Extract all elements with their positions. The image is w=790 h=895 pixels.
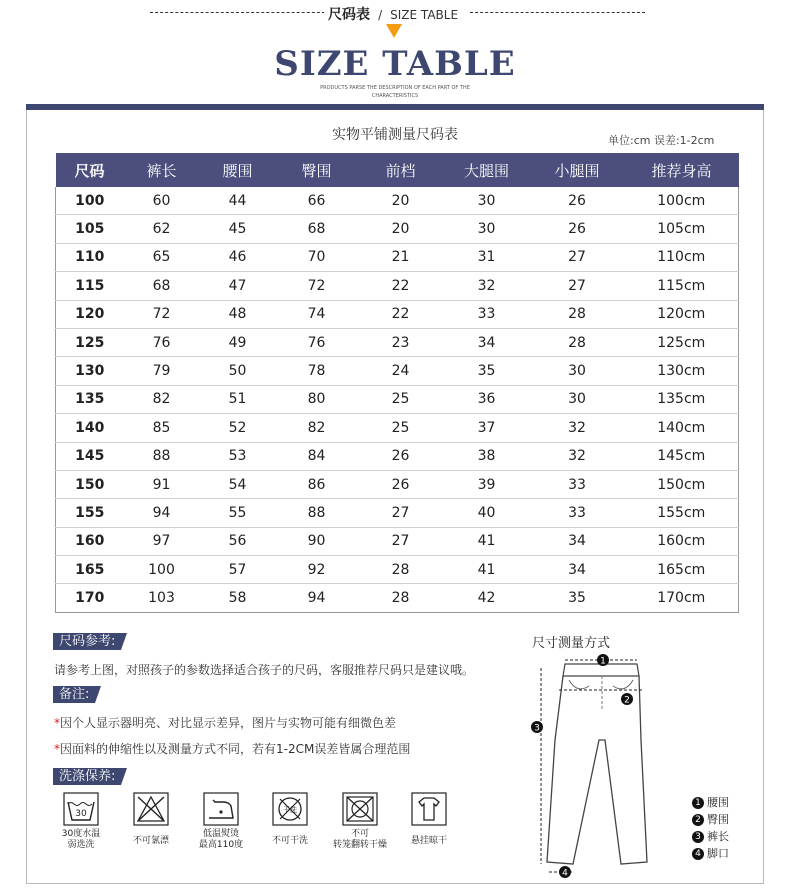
measurement-cell: 26 xyxy=(358,470,444,498)
measurement-cell: 26 xyxy=(530,215,625,243)
measurement-cell: 90 xyxy=(276,527,358,555)
measurement-cell: 66 xyxy=(276,187,358,215)
subtitle-line-1: PRODUCTS PARSE THE DESCRIPTION OF EACH PART OF THE xyxy=(320,85,470,91)
measurement-cell: 35 xyxy=(530,584,625,612)
marker-3: 3 xyxy=(534,723,540,734)
measurement-cell: 86 xyxy=(276,470,358,498)
remark-2-text: 因面料的伸缩性以及测量方式不同，若有1-2CM误差皆属合理范围 xyxy=(60,742,411,756)
measurement-cell: 44 xyxy=(200,187,276,215)
measurement-cell: 33 xyxy=(444,300,530,328)
remark-1 xyxy=(54,714,396,731)
measurement-cell: 27 xyxy=(358,499,444,527)
size-cell: 130 xyxy=(56,357,124,385)
measurement-cell: 27 xyxy=(530,243,625,271)
measurement-cell: 100cm xyxy=(625,187,739,215)
table-row xyxy=(56,272,739,300)
measurement-cell: 55 xyxy=(200,499,276,527)
measurement-cell: 84 xyxy=(276,442,358,470)
column-header: 尺码 xyxy=(56,153,124,187)
measurement-cell: 72 xyxy=(124,300,200,328)
measurement-cell: 65 xyxy=(124,243,200,271)
star-mark: * xyxy=(54,742,60,756)
measurement-cell: 32 xyxy=(530,414,625,442)
measurement-cell: 30 xyxy=(530,385,625,413)
column-header: 腰围 xyxy=(200,153,276,187)
legend-label: 裤长 xyxy=(707,830,729,843)
measurement-cell: 22 xyxy=(358,300,444,328)
measurement-cell: 22 xyxy=(358,272,444,300)
measurement-cell: 46 xyxy=(200,243,276,271)
size-cell: 125 xyxy=(56,328,124,356)
size-reference-heading: 尺码参考: xyxy=(53,633,121,650)
diagram-title: 尺寸测量方式 xyxy=(532,636,611,651)
unit-note: 单位:cm 误差:1-2cm xyxy=(608,134,715,147)
table-header-row xyxy=(56,153,739,187)
table-row xyxy=(56,499,739,527)
measurement-cell: 53 xyxy=(200,442,276,470)
measurement-cell: 28 xyxy=(358,584,444,612)
wash-30-icon xyxy=(63,792,99,826)
measurement-cell: 41 xyxy=(444,556,530,584)
measurement-cell: 94 xyxy=(276,584,358,612)
low-iron-icon xyxy=(203,792,239,826)
measurement-cell: 97 xyxy=(124,527,200,555)
tumble-label xyxy=(325,829,395,851)
measurement-cell: 21 xyxy=(358,243,444,271)
wash-temp-text: 30 xyxy=(75,809,87,819)
care-heading: 洗涤保养: xyxy=(53,768,121,785)
measurement-cell: 165cm xyxy=(625,556,739,584)
measurement-cell: 33 xyxy=(530,470,625,498)
size-cell: 140 xyxy=(56,414,124,442)
legend-item xyxy=(692,828,729,844)
measurement-cell: 47 xyxy=(200,272,276,300)
column-header: 大腿围 xyxy=(444,153,530,187)
measurement-cell: 130cm xyxy=(625,357,739,385)
measurement-cell: 40 xyxy=(444,499,530,527)
header-separator: / xyxy=(374,8,386,22)
measurement-cell: 28 xyxy=(358,556,444,584)
no-bleach-icon xyxy=(133,792,169,826)
measurement-cell: 88 xyxy=(276,499,358,527)
measurement-cell: 94 xyxy=(124,499,200,527)
measurement-cell: 79 xyxy=(124,357,200,385)
legend-number: 1 xyxy=(692,797,704,809)
measurement-cell: 103 xyxy=(124,584,200,612)
measurement-cell: 51 xyxy=(200,385,276,413)
size-cell: 135 xyxy=(56,385,124,413)
measurement-cell: 49 xyxy=(200,328,276,356)
size-table xyxy=(55,153,739,613)
measurement-cell: 38 xyxy=(444,442,530,470)
star-mark: * xyxy=(54,716,60,730)
measurement-cell: 88 xyxy=(124,442,200,470)
header-en-title: SIZE TABLE xyxy=(386,8,462,22)
table-row xyxy=(56,385,739,413)
measurement-cell: 48 xyxy=(200,300,276,328)
measurement-cell: 58 xyxy=(200,584,276,612)
marker-4: 4 xyxy=(562,868,568,879)
size-cell: 165 xyxy=(56,556,124,584)
measurement-cell: 160cm xyxy=(625,527,739,555)
size-cell: 100 xyxy=(56,187,124,215)
dryclean-label: 不可干洗 xyxy=(271,836,308,846)
table-row xyxy=(56,556,739,584)
measurement-cell: 115cm xyxy=(625,272,739,300)
wash-line-2: 弱选洗 xyxy=(67,840,95,850)
measurement-cell: 100 xyxy=(124,556,200,584)
table-title: 实物平铺测量尺码表 xyxy=(332,127,458,143)
measurement-cell: 110cm xyxy=(625,243,739,271)
measurement-cell: 82 xyxy=(124,385,200,413)
marker-2: 2 xyxy=(624,695,630,706)
measurement-cell: 28 xyxy=(530,328,625,356)
iron-line-1: 低温熨烫 xyxy=(202,829,239,839)
measurement-cell: 34 xyxy=(444,328,530,356)
size-cell: 110 xyxy=(56,243,124,271)
remark-1-text: 因个人显示器明亮、对比显示差异，图片与实物可能有细微色差 xyxy=(60,716,397,730)
pants-diagram xyxy=(525,650,685,882)
measurement-cell: 33 xyxy=(530,499,625,527)
measurement-cell: 34 xyxy=(530,556,625,584)
iron-label xyxy=(186,829,256,851)
measurement-cell: 76 xyxy=(276,328,358,356)
measurement-cell: 155cm xyxy=(625,499,739,527)
measurement-cell: 74 xyxy=(276,300,358,328)
table-row xyxy=(56,187,739,215)
measurement-cell: 76 xyxy=(124,328,200,356)
size-cell: 150 xyxy=(56,470,124,498)
table-row xyxy=(56,414,739,442)
measurement-cell: 150cm xyxy=(625,470,739,498)
measurement-cell: 68 xyxy=(124,272,200,300)
table-row xyxy=(56,328,739,356)
table-row xyxy=(56,300,739,328)
measurement-cell: 25 xyxy=(358,385,444,413)
measurement-cell: 140cm xyxy=(625,414,739,442)
measurement-cell: 145cm xyxy=(625,442,739,470)
measurement-cell: 39 xyxy=(444,470,530,498)
size-reference-text: 请参考上图，对照孩子的参数选择适合孩子的尺码，客服推荐尺码只是建议哦。 xyxy=(54,663,475,677)
measurement-cell: 170cm xyxy=(625,584,739,612)
no-dry-clean-icon xyxy=(272,792,308,826)
tumble-line-2: 转笼翻转干燥 xyxy=(332,840,387,850)
measurement-cell: 82 xyxy=(276,414,358,442)
measurement-cell: 68 xyxy=(276,215,358,243)
measurement-cell: 30 xyxy=(444,187,530,215)
size-table-body xyxy=(56,187,739,612)
measurement-cell: 41 xyxy=(444,527,530,555)
legend-label: 脚口 xyxy=(707,847,729,860)
size-cell: 115 xyxy=(56,272,124,300)
table-row xyxy=(56,527,739,555)
legend-item xyxy=(692,811,729,827)
header-label xyxy=(0,4,790,24)
page-subtitle xyxy=(280,84,510,100)
measurement-cell: 45 xyxy=(200,215,276,243)
measurement-cell: 70 xyxy=(276,243,358,271)
measurement-cell: 60 xyxy=(124,187,200,215)
measurement-cell: 25 xyxy=(358,414,444,442)
measurement-cell: 42 xyxy=(444,584,530,612)
measurement-cell: 105cm xyxy=(625,215,739,243)
measurement-cell: 50 xyxy=(200,357,276,385)
orange-triangle-icon xyxy=(386,24,402,38)
measurement-cell: 125cm xyxy=(625,328,739,356)
legend-item xyxy=(692,845,729,861)
tumble-line-1: 不可 xyxy=(350,829,369,839)
measurement-cell: 78 xyxy=(276,357,358,385)
legend-number: 2 xyxy=(692,814,704,826)
no-dry-clean-mark: 干洗 xyxy=(283,806,297,814)
table-row xyxy=(56,584,739,612)
header-cn-title: 尺码表 xyxy=(327,7,370,23)
measurement-cell: 32 xyxy=(530,442,625,470)
no-tumble-dry-icon xyxy=(342,792,378,826)
size-cell: 120 xyxy=(56,300,124,328)
column-header: 臀围 xyxy=(276,153,358,187)
measurement-cell: 26 xyxy=(530,187,625,215)
legend-label: 腰围 xyxy=(707,796,729,809)
wash-label xyxy=(46,829,116,851)
measurement-cell: 35 xyxy=(444,357,530,385)
size-cell: 105 xyxy=(56,215,124,243)
measurement-cell: 62 xyxy=(124,215,200,243)
column-header: 推荐身高 xyxy=(625,153,739,187)
legend-item xyxy=(692,794,729,810)
page-title: SIZE TABLE xyxy=(274,44,516,84)
measurement-cell: 27 xyxy=(358,527,444,555)
measurement-cell: 36 xyxy=(444,385,530,413)
measurement-cell: 57 xyxy=(200,556,276,584)
measurement-cell: 52 xyxy=(200,414,276,442)
measurement-cell: 30 xyxy=(530,357,625,385)
hang-label: 悬挂晾干 xyxy=(410,836,447,846)
measurement-cell: 30 xyxy=(444,215,530,243)
measurement-cell: 120cm xyxy=(625,300,739,328)
remark-2 xyxy=(54,740,410,757)
table-row xyxy=(56,357,739,385)
size-cell: 155 xyxy=(56,499,124,527)
legend-number: 4 xyxy=(692,848,704,860)
measurement-cell: 92 xyxy=(276,556,358,584)
measurement-cell: 34 xyxy=(530,527,625,555)
wash-line-1: 30度水温 xyxy=(61,829,101,839)
table-row xyxy=(56,243,739,271)
table-row xyxy=(56,442,739,470)
measurement-cell: 26 xyxy=(358,442,444,470)
size-cell: 160 xyxy=(56,527,124,555)
measurement-cell: 80 xyxy=(276,385,358,413)
marker-1: 1 xyxy=(600,656,606,667)
measurement-cell: 85 xyxy=(124,414,200,442)
measurement-cell: 31 xyxy=(444,243,530,271)
measurement-cell: 27 xyxy=(530,272,625,300)
hang-dry-icon xyxy=(411,792,447,826)
subtitle-line-2: CHARACTERISTICS xyxy=(371,93,419,99)
measurement-cell: 54 xyxy=(200,470,276,498)
measurement-cell: 24 xyxy=(358,357,444,385)
size-cell: 170 xyxy=(56,584,124,612)
measurement-cell: 20 xyxy=(358,215,444,243)
bleach-label: 不可氯漂 xyxy=(132,836,169,846)
legend-number: 3 xyxy=(692,831,704,843)
table-row xyxy=(56,215,739,243)
measurement-cell: 91 xyxy=(124,470,200,498)
iron-line-2: 最高110度 xyxy=(198,840,244,850)
measurement-cell: 72 xyxy=(276,272,358,300)
measurement-cell: 28 xyxy=(530,300,625,328)
table-row xyxy=(56,470,739,498)
measurement-cell: 135cm xyxy=(625,385,739,413)
column-header: 裤长 xyxy=(124,153,200,187)
size-cell: 145 xyxy=(56,442,124,470)
remark-heading: 备注: xyxy=(53,686,95,703)
measurement-cell: 20 xyxy=(358,187,444,215)
column-header: 前档 xyxy=(358,153,444,187)
measurement-cell: 32 xyxy=(444,272,530,300)
column-header: 小腿围 xyxy=(530,153,625,187)
measurement-cell: 56 xyxy=(200,527,276,555)
measurement-cell: 37 xyxy=(444,414,530,442)
measurement-cell: 23 xyxy=(358,328,444,356)
legend-label: 臀围 xyxy=(707,813,729,826)
